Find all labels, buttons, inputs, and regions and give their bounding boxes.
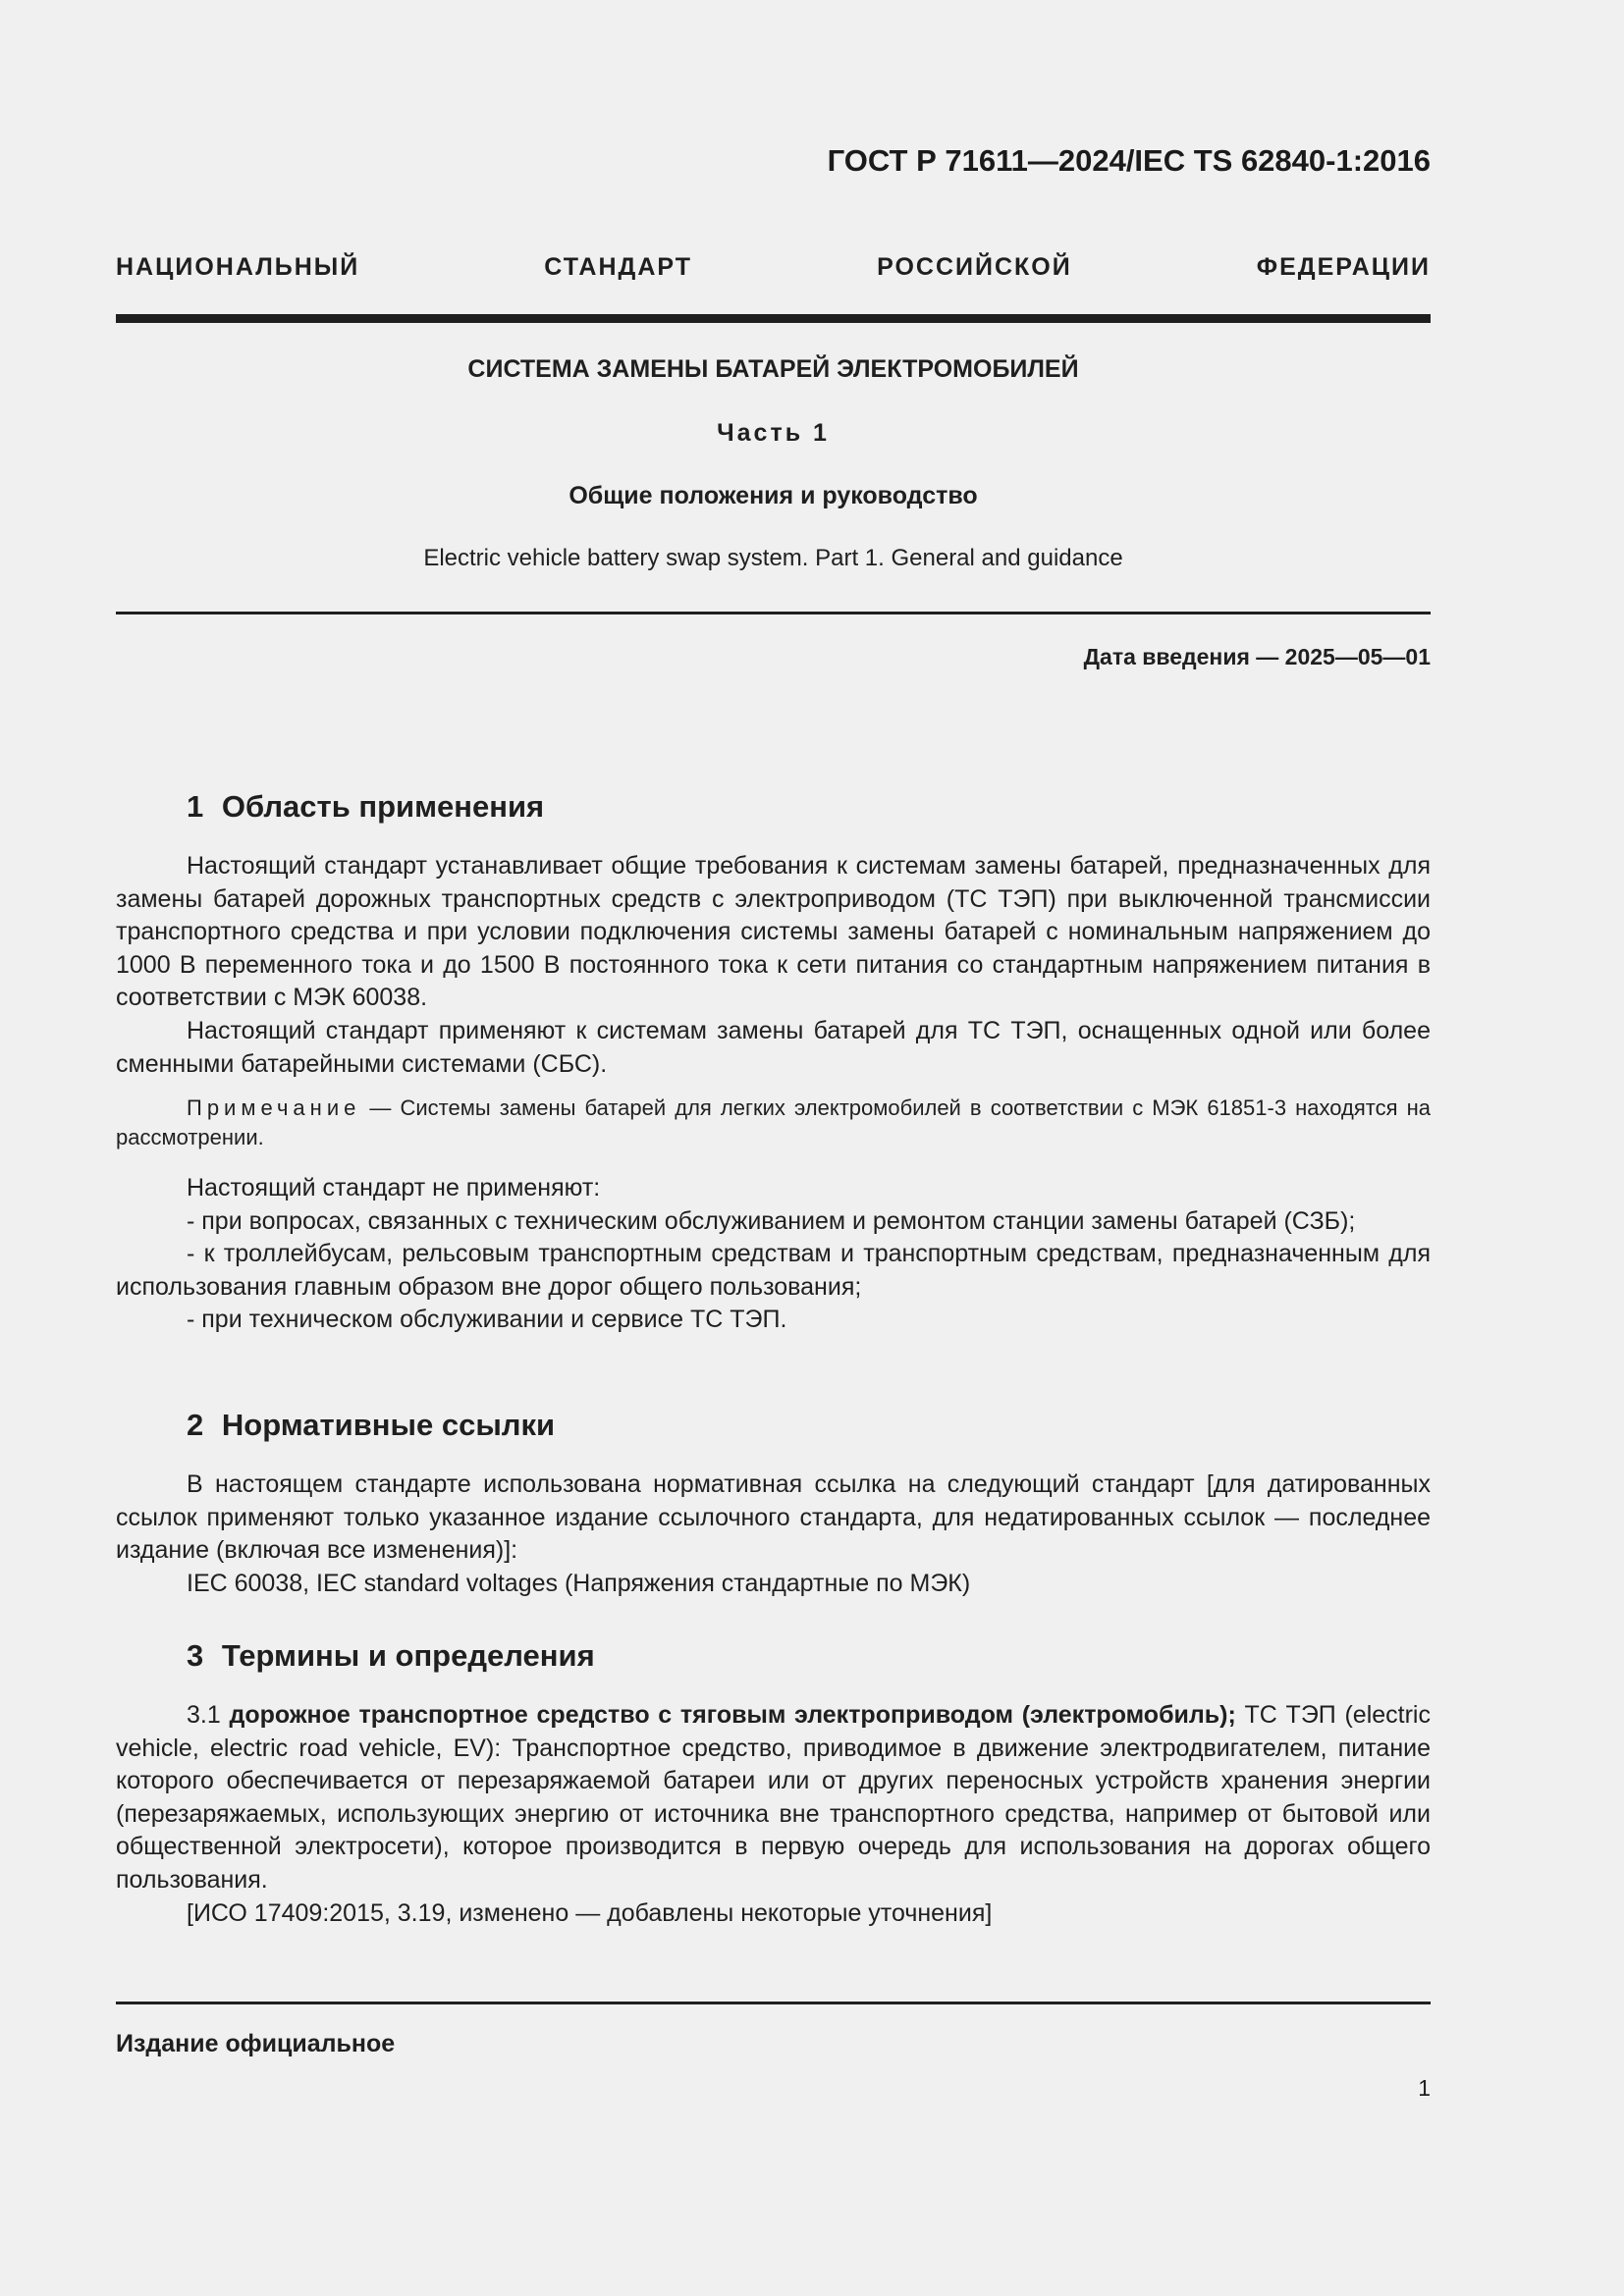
term: дорожное транспортное средство с тяговым электроприводом (электромобиль); bbox=[229, 1701, 1236, 1729]
section-2-heading bbox=[116, 1408, 1431, 1443]
english-title: Electric vehicle battery swap system. Part 1. General and guidance bbox=[423, 545, 1123, 571]
term-source: [ИСО 17409:2015, 3.19, изменено — добавлены некоторые уточнения] bbox=[187, 1898, 993, 1927]
section-1-heading bbox=[116, 789, 1431, 825]
section-3 bbox=[116, 1638, 1431, 1674]
document-page bbox=[116, 0, 1431, 2296]
exclusions bbox=[116, 1172, 1431, 1337]
note bbox=[116, 1094, 1431, 1152]
section-1 bbox=[116, 789, 1431, 825]
section-title: Область применения bbox=[221, 789, 545, 824]
section-number: 2 bbox=[187, 1408, 204, 1442]
list-item: - при техническом обслуживании и сервисе ТС ТЭП. bbox=[187, 1306, 787, 1334]
section-number: 3 bbox=[187, 1638, 204, 1673]
footer-divider bbox=[116, 2002, 1431, 2004]
section-number: 1 bbox=[187, 789, 204, 824]
reference-entry: IEC 60038, IEC standard voltages (Напряжения стандартные по МЭК) bbox=[187, 1569, 971, 1597]
section-2-body bbox=[116, 1468, 1431, 1600]
part-label: Часть 1 bbox=[717, 419, 830, 447]
section-3-heading bbox=[116, 1638, 1431, 1674]
page-number: 1 bbox=[1418, 2075, 1431, 2101]
introduction-date: Дата введения — 2025—05—01 bbox=[1083, 644, 1431, 669]
title-divider bbox=[116, 612, 1431, 614]
paragraph: В настоящем стандарте использована нормативная ссылка на следующий стандарт [для датированных ссылок применяют только указанное издание ссылочного стандарта, для недатированных ссылок — последнее издание (включая все изменения)]: bbox=[116, 1470, 1431, 1565]
definition-text: ТС ТЭП (electric vehicle, electric road vehicle, EV): Транспортное средство, приводимое в движение электродвигателем, питание которого обеспечивается от перезаряжаемой батареи или от других переносных устройств хранения энергии (перезаряжаемых, использующих энергию от источника вне транспортного средства, например от бытовой или общественной электросети), которое производится в первую очередь для использования на дорогах общего пользования. bbox=[116, 1701, 1431, 1894]
national-standard-banner: НАЦИОНАЛЬНЫЙ СТАНДАРТ РОССИЙСКОЙ ФЕДЕРАЦИИ bbox=[116, 253, 1431, 281]
section-2 bbox=[116, 1408, 1431, 1443]
edition-label: Издание официальное bbox=[116, 2030, 396, 2057]
paragraph: Настоящий стандарт не применяют: bbox=[187, 1174, 601, 1201]
note-label: Примечание bbox=[187, 1095, 361, 1120]
section-title: Нормативные ссылки bbox=[221, 1408, 556, 1442]
section-3-body bbox=[116, 1699, 1431, 1930]
document-title: СИСТЕМА ЗАМЕНЫ БАТАРЕЙ ЭЛЕКТРОМОБИЛЕЙ bbox=[467, 355, 1079, 383]
header-divider bbox=[116, 314, 1431, 323]
term-number: 3.1 bbox=[187, 1701, 221, 1729]
list-item: - к троллейбусам, рельсовым транспортным средствам и транспортным средствам, предназначенным для использования главным образом вне дорог общего пользования; bbox=[116, 1240, 1431, 1301]
document-code: ГОСТ Р 71611—2024/IEC TS 62840-1:2016 bbox=[827, 143, 1431, 178]
paragraph: Настоящий стандарт применяют к системам замены батарей для ТС ТЭП, оснащенных одной или более сменными батарейными системами (СБС). bbox=[116, 1016, 1431, 1078]
document-subtitle: Общие положения и руководство bbox=[568, 482, 978, 509]
section-1-body bbox=[116, 850, 1431, 1081]
term-definition bbox=[116, 1699, 1431, 1897]
list-item: - при вопросах, связанных с техническим обслуживанием и ремонтом станции замены батарей (СЗБ); bbox=[187, 1206, 1356, 1235]
paragraph: Настоящий стандарт устанавливает общие требования к системам замены батарей, предназначенных для замены батарей дорожных транспортных средств с электроприводом (ТС ТЭП) при выключенной трансмиссии транспортного средства и при условии подключения системы замены батарей с номинальным напряжением до 1000 В переменного тока и до 1500 В постоянного тока к сети питания со стандартным напряжением питания в соответствии с МЭК 60038. bbox=[116, 852, 1431, 1012]
note-text: — Системы замены батарей для легких электромобилей в соответствии с МЭК 61851-3 находятся на рассмотрении. bbox=[116, 1095, 1431, 1149]
section-title: Термины и определения bbox=[221, 1638, 595, 1673]
